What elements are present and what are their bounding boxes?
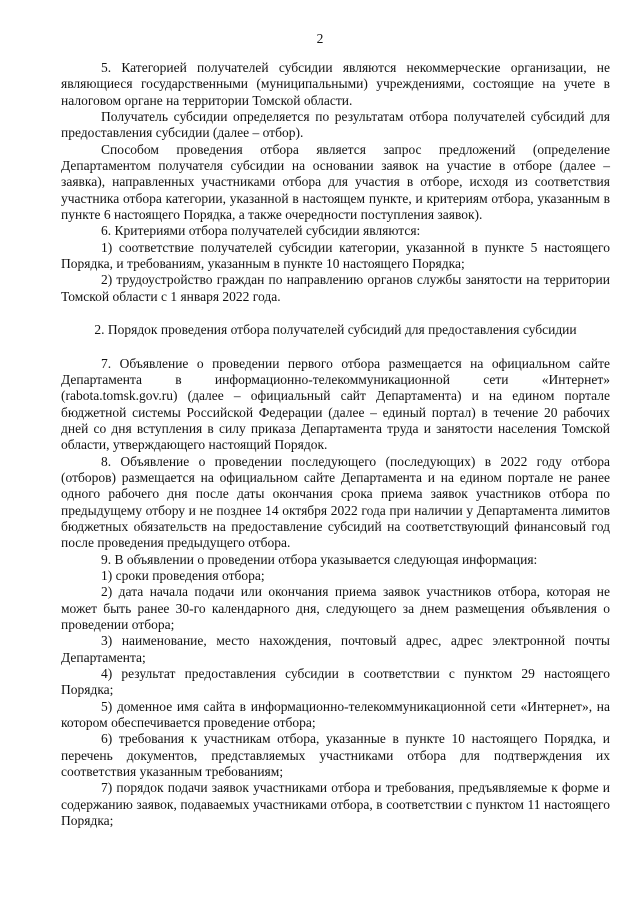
paragraph-selection-method: Способом проведения отбора является запрос предложений (определение Департаментом получателя субсидии на основании заявок на участие в отборе (далее – заявка), направленных участниками отбора для участия в отборе, исходя из соответствия участника отбора категории, указанной в настоящем пункте, и критериям отбора, указанным в пункте 6 настоящего Порядка, а также очередности поступления заявок). <box>61 141 610 223</box>
paragraph-criteria-2: 2) трудоустройство граждан по направлению органов службы занятости на территории Томской области с 1 января 2022 года. <box>61 272 610 304</box>
page-number: 2 <box>316 31 324 46</box>
paragraph-criteria-intro: 6. Критериями отбора получателей субсидии являются: <box>101 223 421 239</box>
paragraph-subsequent-announcement: 8. Объявление о проведении последующего (последующих) в 2022 году отбора (отборов) размещается на официальном сайте Департамента и на едином портале не ранее одного рабочего дня после даты окончания срока приема заявок участников отбора по предыдущему отбору и не позднее 14 октября 2022 года при наличии у Департамента лимитов бюджетных обязательств на предоставление субсидий на соответствующий финансовый год после проведения предыдущего отбора. <box>61 453 610 551</box>
paragraph-announcement-info: 9. В объявлении о проведении отбора указывается следующая информация: <box>101 551 538 567</box>
list-item-2: 2) дата начала подачи или окончания приема заявок участников отбора, которая не может быть ранее 30-го календарного дня, следующего за днем размещения объявления о проведении отбора; <box>61 584 610 632</box>
section-heading: 2. Порядок проведения отбора получателей субсидий для предоставления субсидии <box>94 322 577 338</box>
list-item-7: 7) порядок подачи заявок участниками отбора и требования, предъявляемые к форме и содержанию заявок, подаваемых участниками отбора, в соответствии с пунктом 11 настоящего Порядка; <box>61 780 610 829</box>
paragraph-recipient: Получатель субсидии определяется по результатам отбора получателей субсидий для предоставления субсидии (далее – отбор). <box>61 109 610 141</box>
list-item-3: 3) наименование, место нахождения, почтовый адрес, адрес электронной почты Департамента; <box>61 633 610 665</box>
list-item-5: 5) доменное имя сайта в информационно-телекоммуникационной сети «Интернет», на котором обеспечивается проведение отбора; <box>61 698 610 731</box>
document-body <box>61 60 610 829</box>
paragraph-first-announcement: 7. Объявление о проведении первого отбора размещается на официальном сайте Департамента в информационно-телекоммуникационной сети «Интернет» (rabota.tomsk.gov.ru) (далее – официальный сайт Департамента) и на едином портале бюджетной системы Российской Федерации (далее – единый портал) в течение 20 рабочих дней со дня вступления в силу приказа Департамента труда и занятости населения Томской области, утверждающего настоящий Порядок. <box>61 355 610 453</box>
list-item-4: 4) результат предоставления субсидии в соответствии с пунктом 29 настоящего Порядка; <box>61 666 610 698</box>
paragraph-category: 5. Категорией получателей субсидии являются некоммерческие организации, не являющиеся государственными (муниципальными) учреждениями, состоящие на учете в налоговом органе на территории Томской области. <box>61 60 610 108</box>
list-item-1: 1) сроки проведения отбора; <box>101 567 265 583</box>
paragraph-criteria-1: 1) соответствие получателей субсидии категории, указанной в пункте 5 настоящего Порядка, и требованиям, указанным в пункте 10 настоящего Порядка; <box>61 239 610 272</box>
list-item-6: 6) требования к участникам отбора, указанные в пункте 10 настоящего Порядка, и перечень документов, представляемых участниками отбора для подтверждения их соответствия указанным требованиям; <box>61 731 610 780</box>
